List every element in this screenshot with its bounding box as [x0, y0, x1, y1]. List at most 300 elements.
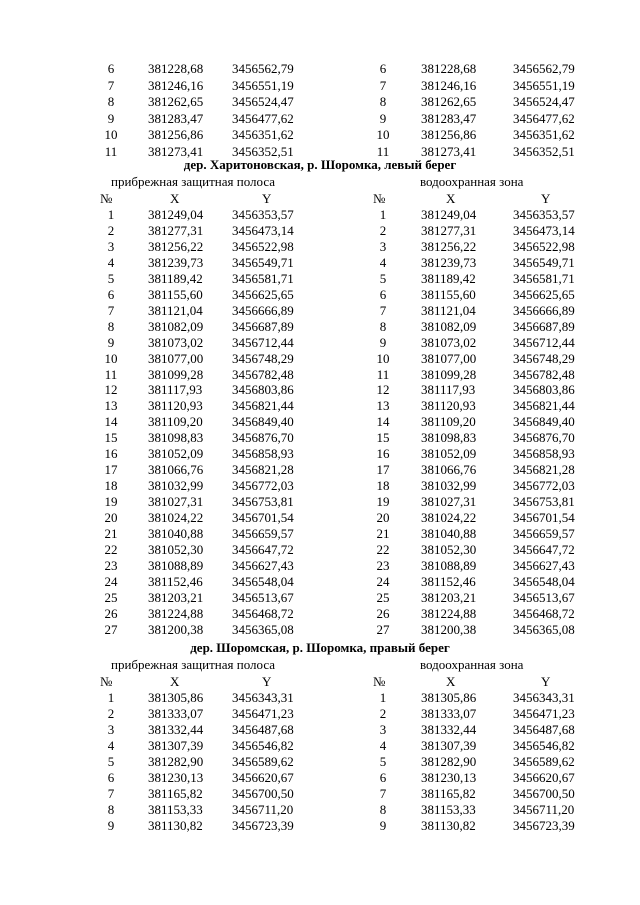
table-row	[0, 78, 640, 94]
y-coordinate: 3456365,08	[513, 621, 575, 637]
point-number: 2	[379, 222, 387, 238]
point-number: 12	[376, 382, 390, 398]
x-coordinate: 381165,82	[148, 785, 203, 801]
y-coordinate: 3456352,51	[513, 143, 575, 159]
y-coordinate: 3456343,31	[232, 690, 294, 705]
table-row	[0, 287, 640, 303]
y-coordinate: 3456524,47	[513, 94, 575, 109]
table-row	[0, 271, 640, 287]
y-coordinate: 3456700,50	[232, 785, 294, 801]
x-coordinate: 381277,31	[421, 222, 477, 238]
col-y-header: Y	[262, 191, 272, 206]
x-coordinate: 381262,65	[148, 94, 204, 109]
x-coordinate: 381121,04	[421, 302, 476, 318]
point-number: 21	[376, 526, 390, 541]
x-coordinate: 381305,86	[421, 690, 477, 705]
x-coordinate: 381052,09	[421, 446, 477, 462]
x-coordinate: 381098,83	[148, 430, 204, 446]
x-coordinate: 381203,21	[148, 589, 204, 605]
point-number: 8	[379, 318, 387, 334]
y-coordinate: 3456351,62	[513, 127, 575, 142]
table-row	[0, 590, 640, 606]
point-number: 18	[376, 478, 390, 494]
table-row	[0, 802, 640, 818]
y-coordinate: 3456723,39	[232, 817, 294, 833]
x-coordinate: 381230,13	[421, 769, 477, 785]
left-table-label: прибрежная защитная полоса	[111, 174, 276, 189]
y-coordinate: 3456473,14	[232, 222, 294, 238]
x-coordinate: 381256,22	[148, 238, 204, 254]
x-coordinate: 381332,44	[148, 721, 204, 737]
y-coordinate: 3456803,86	[513, 382, 575, 398]
y-coordinate: 3456712,44	[232, 334, 294, 350]
col-num-header: №	[373, 191, 386, 206]
col-num-header: №	[373, 674, 386, 689]
x-coordinate: 381082,09	[421, 318, 477, 334]
table-row	[0, 111, 640, 127]
y-coordinate: 3456876,70	[513, 430, 575, 446]
x-coordinate: 381024,22	[148, 510, 204, 526]
y-coordinate: 3456468,72	[232, 605, 294, 621]
y-coordinate: 3456748,29	[513, 350, 575, 366]
y-coordinate: 3456711,20	[513, 801, 575, 817]
y-coordinate: 3456365,08	[232, 621, 294, 637]
y-coordinate: 3456723,39	[513, 817, 575, 833]
table-row	[0, 478, 640, 494]
section-title: дер. Шоромская, р. Шоромка, правый берег	[190, 640, 450, 655]
y-coordinate: 3456659,57	[232, 526, 294, 541]
y-coordinate: 3456589,62	[513, 753, 575, 769]
col-y-header: Y	[262, 674, 272, 689]
x-coordinate: 381307,39	[421, 737, 477, 753]
x-coordinate: 381130,82	[421, 817, 476, 833]
point-number: 1	[379, 690, 387, 705]
point-number: 23	[104, 557, 118, 573]
y-coordinate: 3456562,79	[513, 61, 575, 76]
y-coordinate: 3456821,44	[232, 398, 294, 414]
x-coordinate: 381333,07	[148, 705, 204, 721]
x-coordinate: 381262,65	[421, 94, 477, 109]
point-number: 6	[107, 61, 115, 76]
section-title: дер. Харитоновская, р. Шоромка, левый берег	[183, 157, 457, 172]
point-number: 9	[107, 334, 115, 350]
table-row	[0, 239, 640, 255]
point-number: 22	[376, 541, 390, 557]
point-number: 5	[107, 753, 115, 769]
x-coordinate: 381040,88	[421, 526, 477, 541]
x-coordinate: 381246,16	[148, 77, 204, 93]
table-row	[0, 526, 640, 542]
point-number: 17	[104, 462, 118, 478]
y-coordinate: 3456625,65	[232, 286, 294, 302]
col-num-header: №	[100, 191, 113, 206]
table-row	[0, 319, 640, 335]
y-coordinate: 3456753,81	[513, 494, 575, 510]
x-coordinate: 381273,41	[421, 143, 477, 159]
point-number: 7	[107, 77, 115, 93]
y-coordinate: 3456700,50	[513, 785, 575, 801]
y-coordinate: 3456782,48	[513, 366, 575, 382]
table-row	[0, 494, 640, 510]
table-row	[0, 430, 640, 446]
x-coordinate: 381249,04	[421, 207, 477, 222]
point-number: 11	[104, 143, 118, 159]
point-number: 9	[107, 817, 115, 833]
point-number: 20	[376, 510, 390, 526]
y-coordinate: 3456546,82	[513, 737, 575, 753]
x-coordinate: 381155,60	[148, 286, 203, 302]
table-row	[0, 303, 640, 319]
x-coordinate: 381307,39	[148, 737, 204, 753]
x-coordinate: 381109,20	[421, 414, 476, 430]
y-coordinate: 3456548,04	[513, 573, 575, 589]
point-number: 10	[376, 127, 390, 142]
table-row	[0, 335, 640, 351]
table-row	[0, 223, 640, 239]
table-row	[0, 398, 640, 414]
y-coordinate: 3456513,67	[232, 589, 294, 605]
point-number: 1	[379, 207, 387, 222]
x-coordinate: 381040,88	[148, 526, 204, 541]
x-coordinate: 381027,31	[148, 494, 204, 510]
x-coordinate: 381332,44	[421, 721, 477, 737]
y-coordinate: 3456687,89	[513, 318, 575, 334]
y-coordinate: 3456487,68	[513, 721, 575, 737]
y-coordinate: 3456589,62	[232, 753, 294, 769]
point-number: 19	[104, 494, 118, 510]
y-coordinate: 3456647,72	[513, 541, 575, 557]
point-number: 6	[107, 286, 115, 302]
point-number: 24	[376, 573, 390, 589]
y-coordinate: 3456551,19	[513, 77, 575, 93]
x-coordinate: 381117,93	[421, 382, 476, 398]
col-num-header: №	[100, 674, 113, 689]
point-number: 18	[104, 478, 118, 494]
y-coordinate: 3456666,89	[513, 302, 575, 318]
x-coordinate: 381224,88	[421, 605, 477, 621]
y-coordinate: 3456473,14	[513, 222, 575, 238]
point-number: 26	[104, 605, 118, 621]
table-row	[0, 770, 640, 786]
y-coordinate: 3456549,71	[513, 254, 575, 270]
x-coordinate: 381189,42	[421, 270, 476, 286]
x-coordinate: 381082,09	[148, 318, 204, 334]
point-number: 7	[107, 302, 115, 318]
x-coordinate: 381088,89	[421, 557, 477, 573]
y-coordinate: 3456666,89	[232, 302, 294, 318]
point-number: 20	[104, 510, 118, 526]
x-coordinate: 381130,82	[148, 817, 203, 833]
y-coordinate: 3456549,71	[232, 254, 294, 270]
x-coordinate: 381027,31	[421, 494, 477, 510]
col-x-header: X	[170, 674, 180, 689]
x-coordinate: 381073,02	[421, 334, 477, 350]
point-number: 22	[104, 541, 118, 557]
x-coordinate: 381152,46	[148, 573, 203, 589]
right-table-label: водоохранная зона	[420, 174, 524, 189]
point-number: 25	[104, 589, 118, 605]
col-x-header: X	[170, 191, 180, 206]
y-coordinate: 3456471,23	[513, 705, 575, 721]
y-coordinate: 3456858,93	[232, 446, 294, 462]
table-row	[0, 382, 640, 398]
table-row	[0, 622, 640, 638]
point-number: 8	[107, 94, 115, 109]
y-coordinate: 3456513,67	[513, 589, 575, 605]
point-number: 3	[107, 721, 115, 737]
point-number: 3	[379, 238, 387, 254]
point-number: 7	[379, 785, 387, 801]
y-coordinate: 3456548,04	[232, 573, 294, 589]
y-coordinate: 3456352,51	[232, 143, 294, 159]
y-coordinate: 3456471,23	[232, 705, 294, 721]
y-coordinate: 3456647,72	[232, 541, 294, 557]
point-number: 5	[379, 753, 387, 769]
point-number: 11	[376, 366, 390, 382]
col-y-header: Y	[541, 191, 551, 206]
y-coordinate: 3456711,20	[232, 801, 294, 817]
table-row	[0, 61, 640, 77]
point-number: 11	[376, 143, 390, 159]
table-row	[0, 706, 640, 722]
y-coordinate: 3456659,57	[513, 526, 575, 541]
point-number: 2	[107, 222, 115, 238]
x-coordinate: 381155,60	[421, 286, 476, 302]
table-row	[0, 510, 640, 526]
y-coordinate: 3456625,65	[513, 286, 575, 302]
y-coordinate: 3456581,71	[232, 270, 294, 286]
x-coordinate: 381109,20	[148, 414, 203, 430]
point-number: 5	[379, 270, 387, 286]
y-coordinate: 3456562,79	[232, 61, 294, 76]
point-number: 15	[104, 430, 118, 446]
x-coordinate: 381152,46	[421, 573, 476, 589]
table-row	[0, 94, 640, 110]
point-number: 21	[104, 526, 118, 541]
y-coordinate: 3456858,93	[513, 446, 575, 462]
x-coordinate: 381228,68	[421, 61, 477, 76]
table-row	[0, 542, 640, 558]
x-coordinate: 381228,68	[148, 61, 204, 76]
point-number: 6	[379, 769, 387, 785]
x-coordinate: 381246,16	[421, 77, 477, 93]
point-number: 8	[107, 801, 115, 817]
y-coordinate: 3456487,68	[232, 721, 294, 737]
y-coordinate: 3456821,44	[513, 398, 575, 414]
x-coordinate: 381189,42	[148, 270, 203, 286]
x-coordinate: 381249,04	[148, 207, 204, 222]
point-number: 7	[107, 785, 115, 801]
point-number: 8	[379, 801, 387, 817]
point-number: 2	[107, 705, 115, 721]
table-row	[0, 818, 640, 834]
y-coordinate: 3456522,98	[232, 238, 294, 254]
x-coordinate: 381230,13	[148, 769, 204, 785]
x-coordinate: 381256,86	[148, 127, 204, 142]
point-number: 4	[107, 737, 115, 753]
point-number: 8	[107, 318, 115, 334]
point-number: 16	[104, 446, 118, 462]
x-coordinate: 381333,07	[421, 705, 477, 721]
x-coordinate: 381239,73	[421, 254, 477, 270]
point-number: 1	[107, 207, 115, 222]
y-coordinate: 3456821,28	[513, 462, 575, 478]
x-coordinate: 381273,41	[148, 143, 204, 159]
point-number: 23	[376, 557, 390, 573]
table-row	[0, 255, 640, 271]
table-row	[0, 207, 640, 223]
point-number: 27	[104, 621, 118, 637]
point-number: 7	[379, 302, 387, 318]
x-coordinate: 381099,28	[421, 366, 477, 382]
table-row	[0, 606, 640, 622]
y-coordinate: 3456351,62	[232, 127, 294, 142]
x-coordinate: 381077,00	[421, 350, 477, 366]
table-row	[0, 127, 640, 143]
x-coordinate: 381117,93	[148, 382, 203, 398]
y-coordinate: 3456353,57	[513, 207, 575, 222]
x-coordinate: 381120,93	[421, 398, 476, 414]
x-coordinate: 381256,22	[421, 238, 477, 254]
y-coordinate: 3456687,89	[232, 318, 294, 334]
point-number: 15	[376, 430, 390, 446]
point-number: 17	[376, 462, 390, 478]
y-coordinate: 3456546,82	[232, 737, 294, 753]
y-coordinate: 3456748,29	[232, 350, 294, 366]
x-coordinate: 381256,86	[421, 127, 477, 142]
x-coordinate: 381165,82	[421, 785, 476, 801]
point-number: 4	[379, 254, 387, 270]
y-coordinate: 3456477,62	[232, 110, 294, 126]
x-coordinate: 381200,38	[421, 621, 477, 637]
table-row	[0, 722, 640, 738]
x-coordinate: 381066,76	[148, 462, 204, 478]
y-coordinate: 3456627,43	[513, 557, 575, 573]
point-number: 9	[379, 334, 387, 350]
point-number: 10	[376, 350, 390, 366]
x-coordinate: 381052,09	[148, 446, 204, 462]
y-coordinate: 3456551,19	[232, 77, 294, 93]
point-number: 12	[104, 382, 118, 398]
point-number: 14	[376, 414, 390, 430]
x-coordinate: 381200,38	[148, 621, 204, 637]
x-coordinate: 381120,93	[148, 398, 203, 414]
y-coordinate: 3456753,81	[232, 494, 294, 510]
x-coordinate: 381282,90	[421, 753, 477, 769]
table-row	[0, 738, 640, 754]
point-number: 25	[376, 589, 390, 605]
y-coordinate: 3456701,54	[513, 510, 575, 526]
table-row	[0, 786, 640, 802]
x-coordinate: 381077,00	[148, 350, 204, 366]
x-coordinate: 381032,99	[148, 478, 204, 494]
x-coordinate: 381098,83	[421, 430, 477, 446]
table-row	[0, 367, 640, 383]
x-coordinate: 381305,86	[148, 690, 204, 705]
y-coordinate: 3456477,62	[513, 110, 575, 126]
point-number: 4	[107, 254, 115, 270]
x-coordinate: 381032,99	[421, 478, 477, 494]
table-row	[0, 351, 640, 367]
right-table-label: водоохранная зона	[420, 657, 524, 672]
point-number: 9	[379, 817, 387, 833]
y-coordinate: 3456821,28	[232, 462, 294, 478]
x-coordinate: 381052,30	[421, 541, 477, 557]
x-coordinate: 381283,47	[148, 110, 204, 126]
point-number: 6	[107, 769, 115, 785]
point-number: 16	[376, 446, 390, 462]
point-number: 7	[379, 77, 387, 93]
table-row	[0, 462, 640, 478]
point-number: 3	[379, 721, 387, 737]
x-coordinate: 381239,73	[148, 254, 204, 270]
point-number: 14	[104, 414, 118, 430]
y-coordinate: 3456712,44	[513, 334, 575, 350]
point-number: 10	[104, 127, 118, 142]
table-row	[0, 754, 640, 770]
table-row	[0, 690, 640, 706]
point-number: 6	[379, 61, 387, 76]
point-number: 24	[104, 573, 118, 589]
point-number: 13	[104, 398, 118, 414]
point-number: 10	[104, 350, 118, 366]
x-coordinate: 381283,47	[421, 110, 477, 126]
y-coordinate: 3456524,47	[232, 94, 294, 109]
point-number: 19	[376, 494, 390, 510]
y-coordinate: 3456620,67	[513, 769, 575, 785]
table-row	[0, 574, 640, 590]
x-coordinate: 381066,76	[421, 462, 477, 478]
y-coordinate: 3456782,48	[232, 366, 294, 382]
y-coordinate: 3456353,57	[232, 207, 294, 222]
point-number: 1	[107, 690, 115, 705]
point-number: 2	[379, 705, 387, 721]
col-x-header: X	[446, 191, 456, 206]
y-coordinate: 3456876,70	[232, 430, 294, 446]
point-number: 11	[104, 366, 118, 382]
point-number: 3	[107, 238, 115, 254]
y-coordinate: 3456701,54	[232, 510, 294, 526]
x-coordinate: 381224,88	[148, 605, 204, 621]
y-coordinate: 3456772,03	[513, 478, 575, 494]
x-coordinate: 381282,90	[148, 753, 204, 769]
y-coordinate: 3456343,31	[513, 690, 575, 705]
point-number: 9	[107, 110, 115, 126]
x-coordinate: 381121,04	[148, 302, 203, 318]
y-coordinate: 3456468,72	[513, 605, 575, 621]
x-coordinate: 381203,21	[421, 589, 477, 605]
x-coordinate: 381153,33	[148, 801, 203, 817]
table-header-row	[0, 191, 640, 207]
point-number: 27	[376, 621, 390, 637]
point-number: 9	[379, 110, 387, 126]
y-coordinate: 3456620,67	[232, 769, 294, 785]
point-number: 8	[379, 94, 387, 109]
y-coordinate: 3456849,40	[513, 414, 575, 430]
table-row	[0, 414, 640, 430]
y-coordinate: 3456803,86	[232, 382, 294, 398]
x-coordinate: 381088,89	[148, 557, 204, 573]
x-coordinate: 381024,22	[421, 510, 477, 526]
table-row	[0, 446, 640, 462]
left-table-label: прибрежная защитная полоса	[111, 657, 276, 672]
y-coordinate: 3456849,40	[232, 414, 294, 430]
table-header-row	[0, 674, 640, 690]
x-coordinate: 381277,31	[148, 222, 204, 238]
col-y-header: Y	[541, 674, 551, 689]
table-row	[0, 558, 640, 574]
point-number: 4	[379, 737, 387, 753]
